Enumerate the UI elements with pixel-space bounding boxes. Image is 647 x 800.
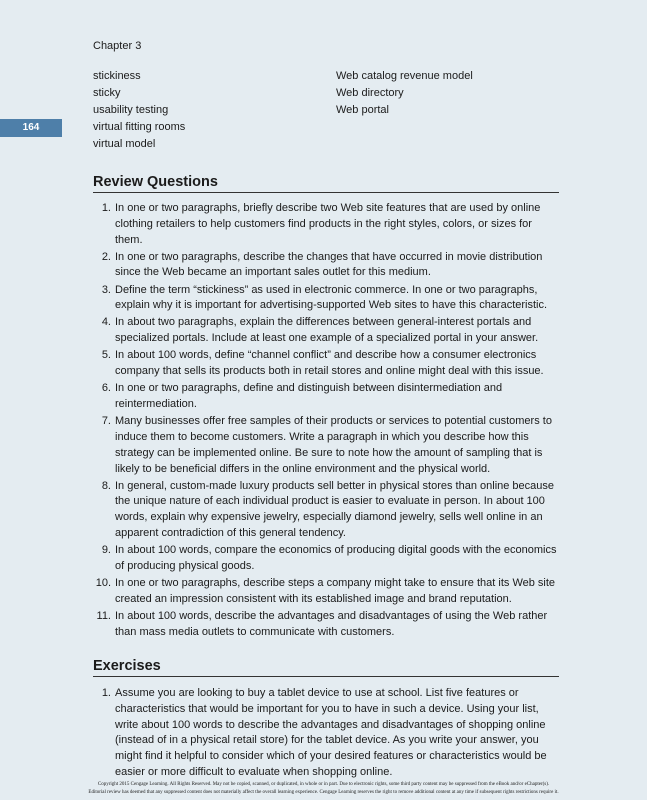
page-number-tab: 164 <box>0 119 62 137</box>
question-number: 5. <box>101 349 111 362</box>
question-item <box>93 414 561 477</box>
question-item <box>93 609 561 641</box>
question-text: In about 100 words, define “channel conflict” and describe how a consumer electronics company that sells its products both in retail stores and online might deal with this issue. <box>115 349 544 378</box>
review-questions-heading: Review Questions <box>93 174 559 193</box>
key-term: virtual fitting rooms <box>93 121 186 133</box>
key-term: Web directory <box>336 87 404 99</box>
copyright-footer <box>0 781 647 797</box>
question-text: In about two paragraphs, explain the differences between general-interest portals and specialized portals. Include at least one example of a specialized portal in your answer. <box>115 316 539 345</box>
question-number: 8. <box>101 479 111 492</box>
question-text: In about 100 words, describe the advantages and disadvantages of using the Web rather than mass media outlets to communicate with customers. <box>115 609 548 638</box>
exercises-list <box>93 686 561 782</box>
question-number: 2. <box>101 250 111 263</box>
exercise-number: 1. <box>101 687 111 699</box>
question-item <box>93 479 561 542</box>
exercises-heading: Exercises <box>93 658 559 677</box>
exercise-text: Assume you are looking to buy a tablet device to use at school. List five features or characteristics that would be important for you to have in such a device. Using your list, write about 100 words to describe the advantages and disadvantages of shopping online (instead of in a physical retail store) for the tablet device. As you write your answer, you might find it helpful to consider which of your desired features or characteristics would be easier or more difficult to evaluate when shopping online. <box>115 687 547 778</box>
key-term: stickiness <box>93 70 141 82</box>
question-text: In one or two paragraphs, define and distinguish between disintermediation and reintermediation. <box>115 382 503 411</box>
question-item <box>93 348 561 380</box>
question-item <box>93 315 561 347</box>
question-text: In one or two paragraphs, describe the changes that have occurred in movie distribution since the Web became an important sales outlet for this medium. <box>115 250 543 279</box>
chapter-label: Chapter 3 <box>93 40 142 52</box>
key-term: usability testing <box>93 104 169 116</box>
question-item <box>93 250 561 282</box>
exercise-item <box>93 686 561 781</box>
question-number: 7. <box>101 415 111 428</box>
question-text: In about 100 words, compare the economics of producing digital goods with the economics of producing physical goods. <box>115 544 557 572</box>
review-questions-list <box>93 201 561 642</box>
question-number: 11. <box>96 609 111 622</box>
question-text: Many businesses offer free samples of their products or services to potential customers to induce them to become customers. Write a paragraph in which you describe how this strategy can be implemented online. Be sure to note how the amount of sampling that is likely to be beneficial differs in the online environment and the physical world. <box>115 415 552 475</box>
key-term: sticky <box>93 87 121 99</box>
question-item <box>93 576 561 608</box>
copyright-line: Editorial review has deemed that any suppressed content does not materially affect the overall learning experience. Cengage Learning reserves the right to remove additional content at any time if subsequent rights restrictions require it. <box>88 790 559 795</box>
question-number: 4. <box>101 316 111 329</box>
question-number: 10. <box>95 577 111 589</box>
question-number: 6. <box>101 382 111 395</box>
question-number: 1. <box>101 202 111 214</box>
question-text: In one or two paragraphs, describe steps a company might take to ensure that its Web site created an impression consistent with its established image and brand reputation. <box>115 577 556 605</box>
question-text: Define the term “stickiness” as used in electronic commerce. In one or two paragraphs, explain why it is important for advertising-supported Web sites to have this characteristic. <box>115 283 548 312</box>
question-text: In general, custom-made luxury products sell better in physical stores than online because the unique nature of each individual product is easier to evaluate in person. In about 100 words, explain why expensive jewelry, especially diamond jewelry, sells well online in an apparent contradiction of this general tendency. <box>115 479 555 540</box>
key-term: Web catalog revenue model <box>336 70 473 82</box>
question-number: 9. <box>101 544 111 557</box>
key-terms-left-column <box>93 68 185 153</box>
key-term: Web portal <box>336 104 389 116</box>
question-item <box>93 543 561 575</box>
key-terms-right-column <box>336 68 473 119</box>
key-term: virtual model <box>93 138 156 150</box>
question-number: 3. <box>101 283 111 296</box>
question-item <box>93 201 561 248</box>
question-item <box>93 381 561 413</box>
copyright-line: Copyright 2015 Cengage Learning. All Rights Reserved. May not be copied, scanned, or duplicated, in whole or in part. Due to electronic rights, some third party content may be suppressed from the eBook and/or eChapter(s). <box>97 782 550 787</box>
question-item <box>93 283 561 315</box>
question-text: In one or two paragraphs, briefly describe two Web site features that are used by online clothing retailers to help customers find products in the right styles, colors, or sizes for them. <box>115 202 541 246</box>
